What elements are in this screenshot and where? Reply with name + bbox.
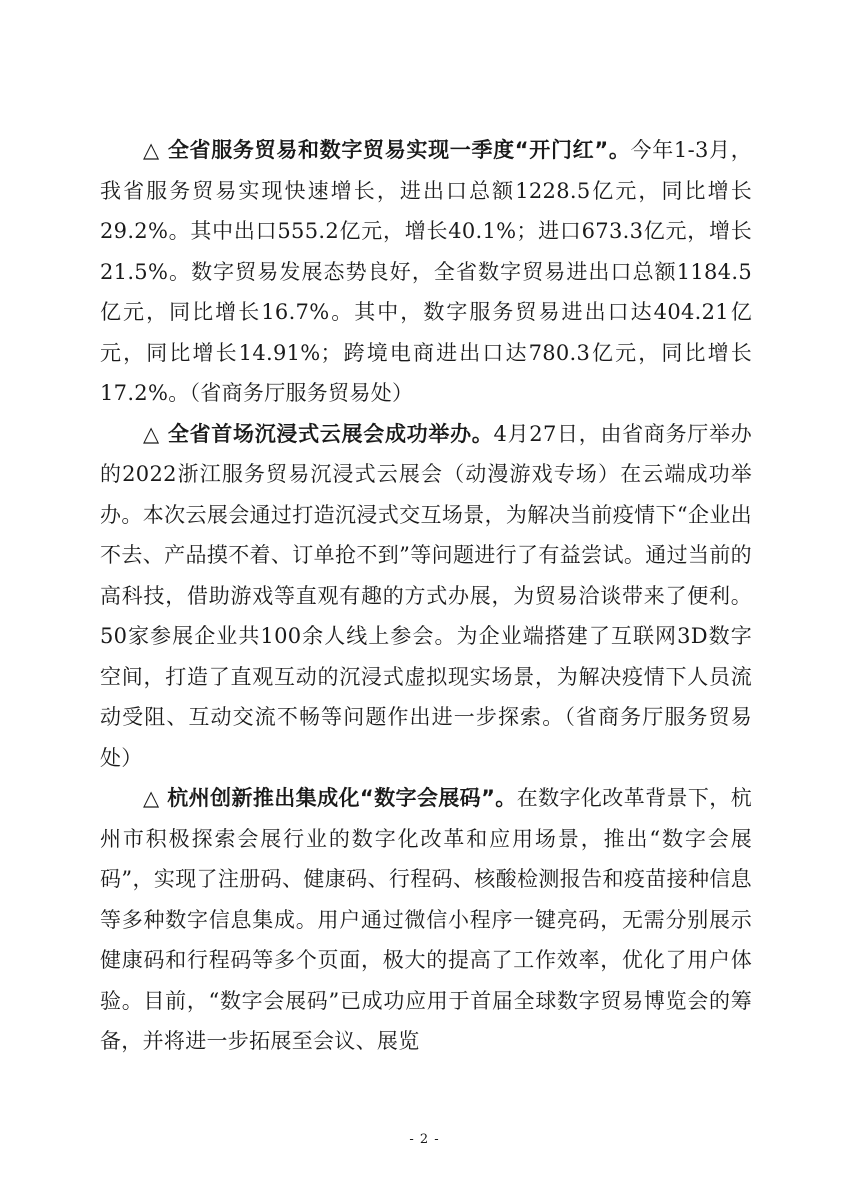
news-item-text: 今年1-3月，我省服务贸易实现快速增长，进出口总额1228.5亿元，同比增长29.2%。其中出口555.2亿元，增长40.1%；进口673.3亿元，增长21.5%。数字贸易发展态势良好，全省数字贸易进出口总额1184.5亿元，同比增长16.7%。其中，数字服务贸易进出口达404.21亿元，同比增长14.91%；跨境电商进出口达780.3亿元，同比增长17.2%。（省商务厅服务贸易处） — [100, 138, 752, 405]
news-item-headline: △ 全省服务贸易和数字贸易实现一季度“开门红”。 — [143, 138, 631, 162]
document-body — [100, 130, 752, 1062]
news-item-text: 4月27日，由省商务厅举办的2022浙江服务贸易沉浸式云展会（动漫游戏专场）在云端成功举办。本次云展会通过打造沉浸式交互场景，为解决当前疫情下“企业出不去、产品摸不着、订单抢不到”等问题进行了有益尝试。通过当前的高科技，借助游戏等直观有趣的方式办展，为贸易洽谈带来了便利。50家参展企业共100余人线上参会。为企业端搭建了互联网3D数字空间，打造了直观互动的沉浸式虚拟现实场景，为解决疫情下人员流动受阻、互动交流不畅等问题作出进一步探索。（省商务厅服务贸易处） — [100, 421, 752, 770]
news-item-expo-code — [100, 778, 752, 1062]
news-item-headline: △ 杭州创新推出集成化“数字会展码”。 — [143, 786, 517, 810]
page-number: - 2 - — [409, 1132, 440, 1147]
news-item-cloud-expo — [100, 414, 752, 779]
news-item-headline: △ 全省首场沉浸式云展会成功举办。 — [143, 421, 494, 446]
news-item-text: 在数字化改革背景下，杭州市积极探索会展行业的数字化改革和应用场景，推出“数字会展码”，实现了注册码、健康码、行程码、核酸检测报告和疫苗接种信息等多种数字信息集成。用户通过微信小程序一键亮码，无需分别展示健康码和行程码等多个页面，极大的提高了工作效率，优化了用户体验。目前，“数字会展码”已成功应用于首届全球数字贸易博览会的筹备，并将进一步拓展至会议、展览 — [100, 786, 752, 1053]
news-item-service-trade — [100, 130, 752, 414]
